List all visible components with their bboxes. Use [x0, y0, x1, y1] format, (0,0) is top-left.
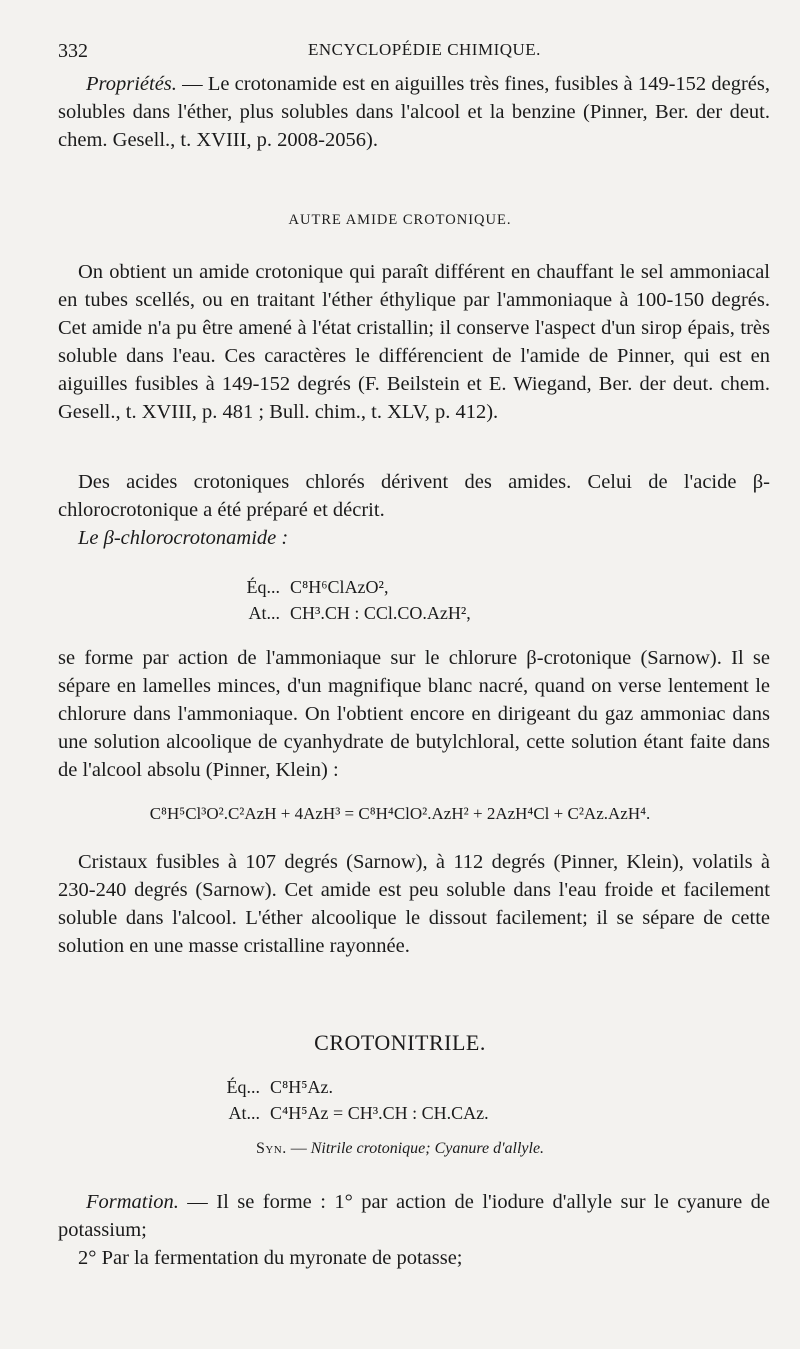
acides-chlores-paragraph: Des acides crotoniques chlorés dérivent des amides. Celui de l'acide β-chlorocrotonique a été préparé et décrit.	[58, 471, 770, 521]
proprietes-text: — Le crotonamide est en aiguilles très fines, fusibles à 149-152 degrés, solubles dans l'éther, plus solubles dans l'alcool et la benzine (Pinner, Ber. der deut. chem. Gesell., t. XVIII, p. 2008-2056).	[58, 73, 770, 151]
crotonitrile-at-row	[200, 1100, 489, 1126]
chlorocrotonamide-formula	[220, 574, 471, 626]
proprietes-paragraph	[58, 70, 770, 154]
cristaux-paragraph: Cristaux fusibles à 107 degrés (Sarnow), à 112 degrés (Pinner, Klein), volatils à 230-240 degrés (Sarnow). Cet amide est peu soluble dans l'eau froide et facilement soluble dans l'alcool. L'éther alcoolique le dissout facilement; il se sépare de cette solution en une masse cristalline rayonnée.	[58, 851, 770, 957]
formula-at-value: CH³.CH : CCl.CO.AzH²,	[290, 603, 471, 623]
formation-item-2: 2° Par la fermentation du myronate de potasse;	[78, 1247, 463, 1269]
reaction-equation: C⁸H⁵Cl³O².C²AzH + 4AzH³ = C⁸H⁴ClO².AzH² + 2AzH⁴Cl + C²Az.AzH⁴.	[149, 804, 651, 823]
running-title: ENCYCLOPÉDIE CHIMIQUE.	[308, 40, 541, 59]
crotonitrile-at-value: C⁴H⁵Az = CH³.CH : CH.CAz.	[270, 1103, 489, 1123]
crotonitrile-eq-row	[200, 1074, 489, 1100]
autre-amide-paragraph: On obtient un amide crotonique qui paraît différent en chauffant le sel ammoniacal en tubes scellés, ou en traitant l'éther éthylique par l'ammoniaque à 100-150 degrés. Cet amide n'a pu être amené à l'état cristallin; il conserve l'aspect d'un sirop épais, très soluble dans l'eau. Ces caractères le différencient de l'amide de Pinner, qui est en aiguilles fusibles à 149-152 degrés (F. Beilstein et E. Wiegand, Ber. der deut. chem. Gesell., t. XVIII, p. 481 ; Bull. chim., t. XLV, p. 412).	[58, 261, 770, 423]
formula-at-label: At...	[248, 603, 280, 623]
proprietes-lead: Propriétés.	[86, 73, 177, 95]
formation-text: — Il se forme : 1° par action de l'iodure d'allyle sur le cyanure de potassium;	[58, 1191, 770, 1241]
page-number: 332	[58, 40, 88, 62]
crotonitrile-eq-label: Éq...	[226, 1077, 260, 1097]
formation-amide-paragraph: se forme par action de l'ammoniaque sur le chlorure β-crotonique (Sarnow). Il se sépare en lamelles minces, d'un magnifique blanc nacré, quand on verse lentement le chlorure dans l'ammoniaque. On l'obtient encore en dirigeant du gaz ammoniac dans une solution alcoolique de cyanhydrate de butylchloral, cette solution étant faite dans de l'alcool absolu (Pinner, Klein) :	[58, 647, 770, 781]
section-title-autre-amide: AUTRE AMIDE CROTONIQUE.	[288, 212, 512, 228]
formula-at-row	[220, 600, 471, 626]
synonyms-names: Nitrile crotonique; Cyanure d'allyle.	[310, 1140, 545, 1157]
formation-lead: Formation.	[86, 1191, 179, 1213]
running-head	[58, 40, 760, 64]
chlorocrotonamide-intro: Le β-chlorocrotonamide :	[78, 527, 289, 549]
formula-eq-row	[220, 574, 471, 600]
crotonitrile-formula	[200, 1074, 489, 1126]
formula-eq-value: C⁸H⁶ClAzO²,	[290, 577, 389, 597]
synonyms-line: Syn. — Nitrile crotonique; Cyanure d'allyle.	[255, 1140, 545, 1157]
formula-eq-label: Éq...	[246, 577, 280, 597]
crotonitrile-at-label: At...	[228, 1103, 260, 1123]
formation-paragraph	[58, 1188, 770, 1244]
crotonitrile-title: CROTONITRILE.	[314, 1030, 486, 1055]
synonyms-abbr: Syn.	[255, 1140, 287, 1157]
crotonitrile-eq-value: C⁸H⁵Az.	[270, 1077, 334, 1097]
